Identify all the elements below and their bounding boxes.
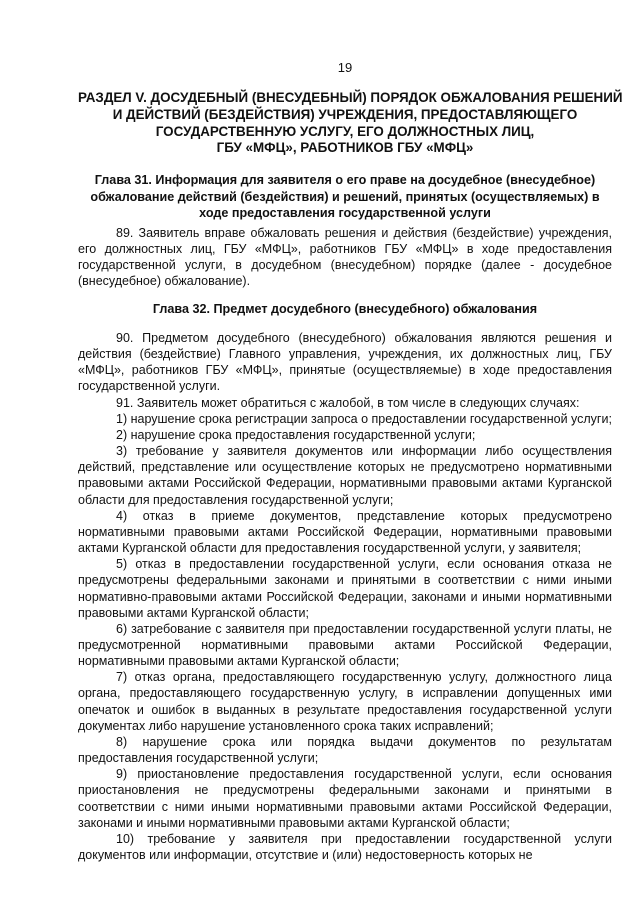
list-item: 7) отказ органа, предоставляющего государственную услугу, должностного лица органа, предоставляющего государственную услугу, в исправлении допущенных ими опечаток и ошибок в выданных в результате предоставления государственной услуги документах либо нарушение установленного срока таких исправлений; bbox=[78, 670, 612, 733]
list-item: 1) нарушение срока регистрации запроса о предоставлении государственной услуги; bbox=[116, 411, 612, 426]
paragraph-89: 89. Заявитель вправе обжаловать решения и действия (бездействие) учреждения, его должностных лиц, ГБУ «МФЦ», работников ГБУ «МФЦ» в ходе предоставления государственной услуги, в досудебном (внесудебном) порядке (далее - досудебное (внесудебное) обжалование). bbox=[78, 226, 612, 289]
list-item: 4) отказ в приеме документов, представление которых предусмотрено нормативными правовыми актами Российской Федерации, нормативными правовыми актами Курганской области для предоставления государственной услуги, у заявителя; bbox=[78, 508, 612, 556]
section-title-line: ГОСУДАРСТВЕННУЮ УСЛУГУ, ЕГО ДОЛЖНОСТНЫХ ЛИЦ, bbox=[155, 123, 535, 139]
list-item: 10) требование у заявителя при предоставлении государственной услуги документов или информации, отсутствие и (или) недостоверность которых не bbox=[78, 831, 612, 862]
chapter-31-heading bbox=[78, 172, 612, 222]
page-number: 19 bbox=[337, 60, 353, 75]
list-item: 8) нарушение срока или порядка выдачи документов по результатам предоставления государственной услуги; bbox=[78, 734, 612, 766]
chapter-31-heading-line: ходе предоставления государственной услуги bbox=[199, 206, 491, 220]
list-item: 6) затребование с заявителя при предоставлении государственной услуги платы, не предусмотренной нормативными правовыми актами Российской Федерации, нормативными правовыми актами Курганской области; bbox=[78, 621, 612, 669]
section-title-line: РАЗДЕЛ V. ДОСУДЕБНЫЙ (ВНЕСУДЕБНЫЙ) ПОРЯДОК ОБЖАЛОВАНИЯ РЕШЕНИЙ bbox=[78, 90, 623, 105]
chapter-32-heading-line: Глава 32. Предмет досудебного (внесудебного) обжалования bbox=[152, 302, 538, 316]
list-item: 9) приостановление предоставления государственной услуги, если основания приостановления не предусмотрены федеральными законами и принятыми в соответствии с ними иными нормативными правовыми актами Российской Федерации, законами и иными нормативными правовыми актами Курганской области; bbox=[78, 767, 612, 830]
list-item: 2) нарушение срока предоставления государственной услуги; bbox=[116, 427, 476, 442]
section-title-line: ГБУ «МФЦ», РАБОТНИКОВ ГБУ «МФЦ» bbox=[216, 140, 474, 156]
chapter-31-body bbox=[78, 225, 612, 290]
paragraph-91: 91. Заявитель может обратиться с жалобой, в том числе в следующих случаях: bbox=[116, 395, 580, 410]
chapter-31-heading-line: обжалование действий (бездействия) и решений, принятых (осуществляемых) в bbox=[90, 189, 600, 204]
list-item: 3) требование у заявителя документов или информации либо осуществления действий, представление или осуществление которых не предусмотрено нормативными правовыми актами Российской Федерации, нормативными правовыми актами Курганской области для предоставления государственной услуги; bbox=[78, 444, 612, 507]
chapter-32-body bbox=[78, 330, 612, 863]
section-title bbox=[78, 90, 623, 157]
chapter-32-heading bbox=[78, 301, 612, 318]
chapter-31-heading-line: Глава 31. Информация для заявителя о его праве на досудебное (внесудебное) bbox=[94, 173, 596, 187]
section-title-line: И ДЕЙСТВИЙ (БЕЗДЕЙСТВИЯ) УЧРЕЖДЕНИЯ, ПРЕДОСТАВЛЯЮЩЕГО bbox=[112, 106, 578, 122]
list-item: 5) отказ в предоставлении государственной услуги, если основания отказа не предусмотрены федеральными законами и принятыми в соответствии с ними иными нормативно-правовыми актами Российской Федерации, законами и иными нормативными правовыми актами Курганской области; bbox=[78, 557, 612, 620]
paragraph-90: 90. Предметом досудебного (внесудебного) обжалования являются решения и действия (бездействие) Главного управления, учреждения, их должностных лиц, ГБУ «МФЦ», работников ГБУ «МФЦ», принятые (осуществляемые) в ходе предоставления государственной услуги. bbox=[78, 331, 612, 394]
